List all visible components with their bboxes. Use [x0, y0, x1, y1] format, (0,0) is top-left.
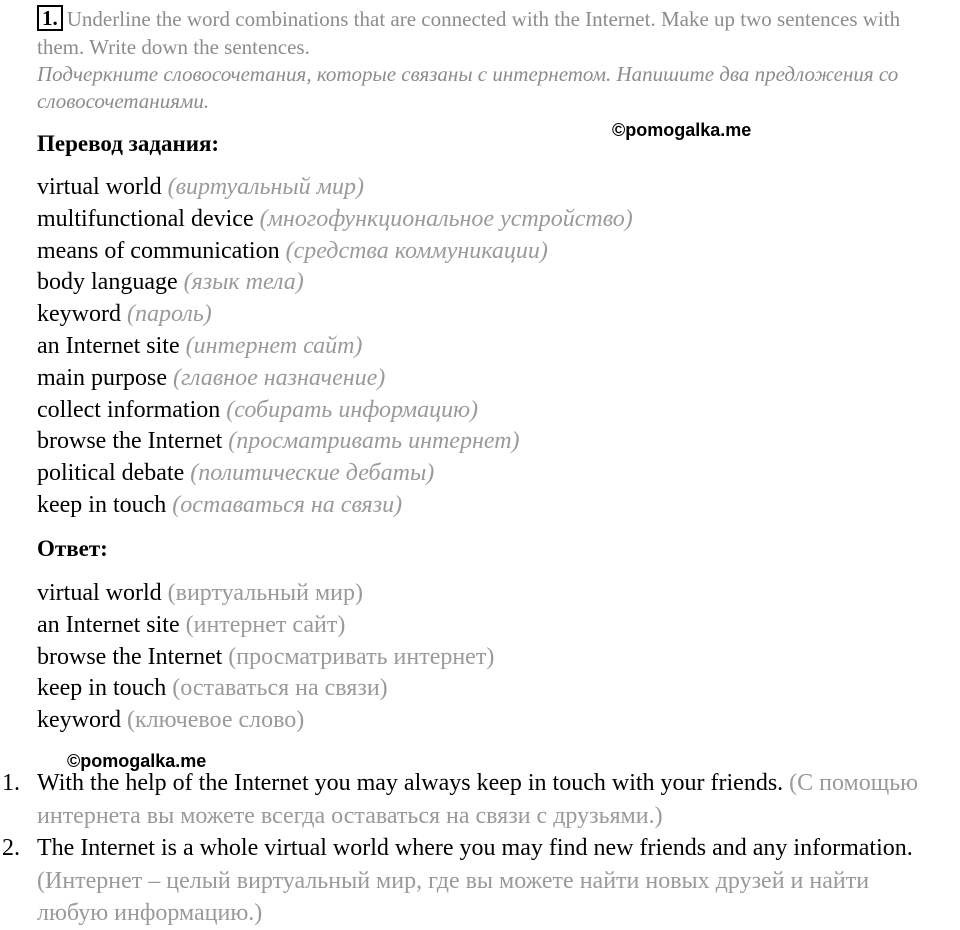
- list-item: means of communication (средства коммуникации): [37, 237, 548, 264]
- sentences-list: [0, 767, 960, 930]
- answer-heading: Ответ:: [37, 536, 108, 561]
- list-item: keyword (пароль): [37, 301, 212, 328]
- list-item: browse the Internet (просматривать интернет): [37, 643, 495, 670]
- sentence-number: 1.: [2, 770, 20, 796]
- task-block: [37, 5, 937, 115]
- list-item: multifunctional device (многофункциональное устройство): [37, 205, 633, 232]
- task-instruction-en: Underline the word combinations that are connected with the Internet. Make up two sentences with them. Write down the sentences.: [37, 7, 901, 59]
- sentence-en: With the help of the Internet you may always keep in touch with your friends.: [37, 770, 784, 796]
- list-item: keyword (ключевое слово): [37, 707, 305, 734]
- list-item: main purpose (главное назначение): [37, 364, 386, 391]
- translation-list: [37, 172, 633, 522]
- sentence-item: [0, 832, 960, 930]
- list-item: an Internet site (интернет сайт): [37, 332, 363, 359]
- sentence-en: The Internet is a whole virtual world where you may find new friends and any information.: [37, 835, 913, 861]
- list-item: virtual world (виртуальный мир): [37, 580, 363, 606]
- list-item: political debate (политические дебаты): [37, 460, 435, 487]
- sentence-number: 2.: [2, 835, 20, 861]
- watermark-bottom: ©pomogalka.me: [67, 751, 207, 771]
- task-instruction-ru: Подчеркните словосочетания, которые связаны с интернетом. Напишите два предложения со словосочетаниями.: [37, 62, 899, 113]
- list-item: collect information (собирать информацию): [37, 396, 478, 423]
- list-item: an Internet site (интернет сайт): [37, 611, 346, 638]
- sentence-item: [0, 767, 960, 832]
- list-item: virtual world (виртуальный мир): [37, 174, 364, 200]
- task-number: 1.: [37, 5, 63, 31]
- translation-heading: Перевод задания:: [37, 131, 220, 156]
- sentence-ru: (Интернет – целый виртуальный мир, где вы можете найти новых друзей и найти любую информацию.): [37, 867, 870, 926]
- list-item: browse the Internet (просматривать интернет): [37, 428, 520, 455]
- answer-list: [37, 578, 494, 737]
- watermark-top: ©pomogalka.me: [612, 120, 752, 140]
- list-item: body language (язык тела): [37, 269, 304, 296]
- list-item: keep in touch (оставаться на связи): [37, 675, 388, 702]
- sentence-ru: (С помощью интернета вы можете всегда оставаться на связи с друзьями.): [37, 770, 919, 829]
- list-item: keep in touch (оставаться на связи): [37, 491, 403, 518]
